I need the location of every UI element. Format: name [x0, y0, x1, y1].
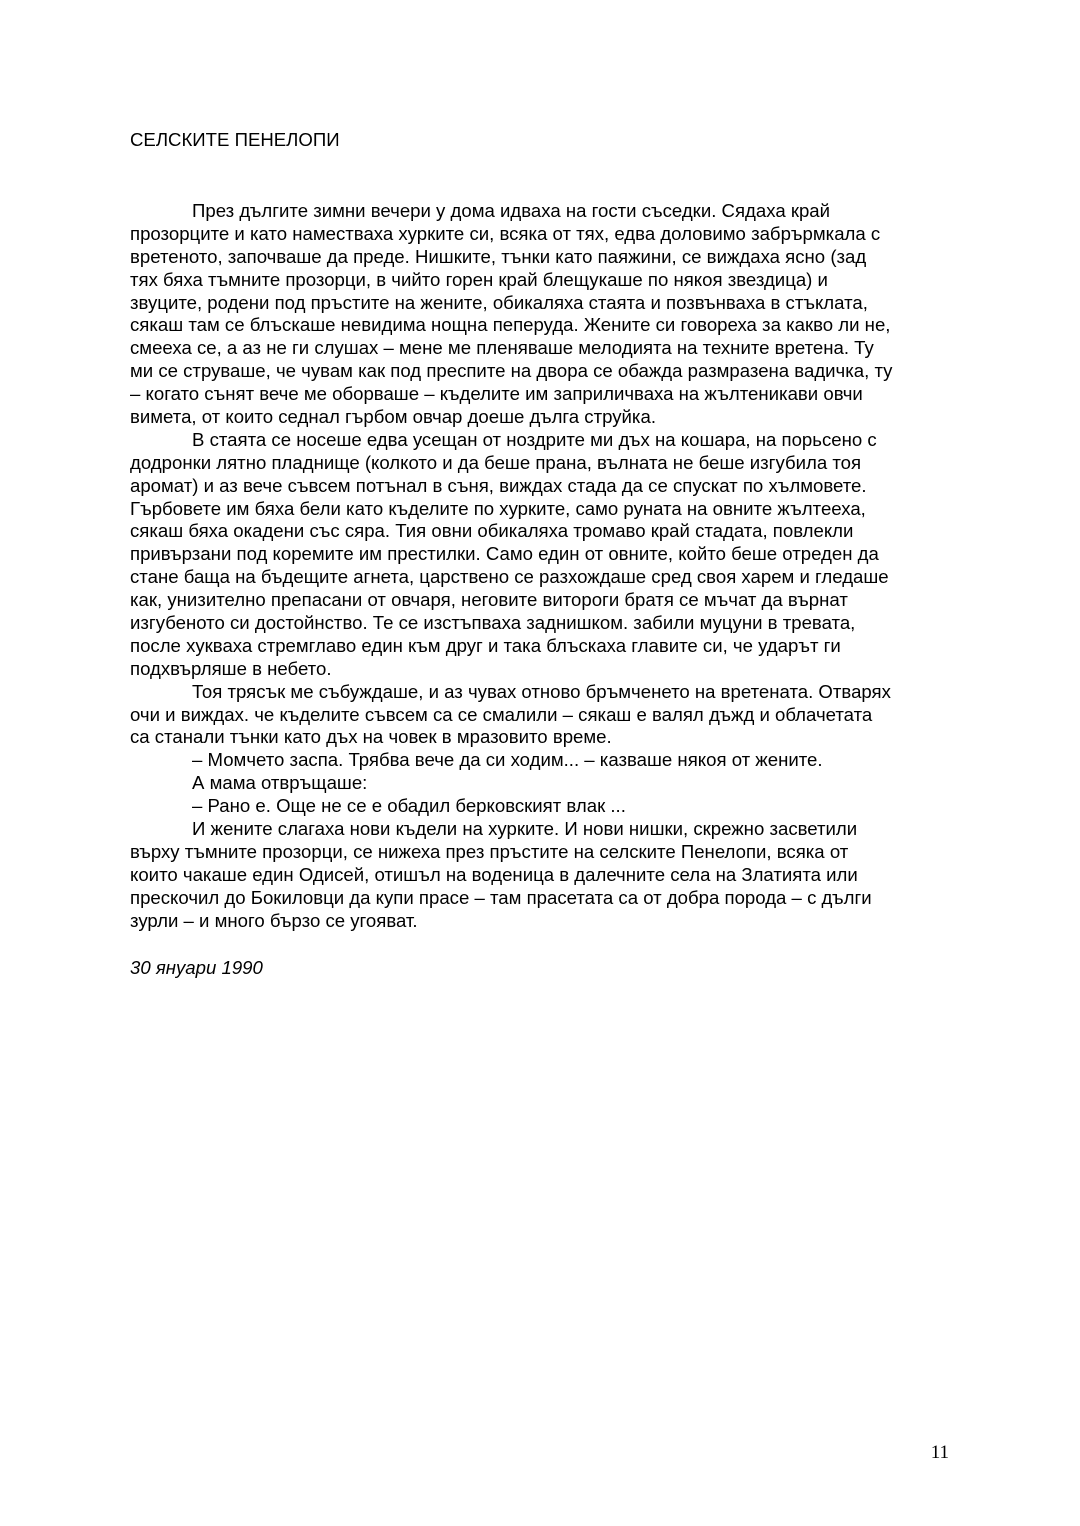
text-line: как, унизително препасани от овчаря, неговите витороги братя се мъчат да върнат: [130, 589, 848, 611]
text-line: са станали тънки като дъх на човек в мразовито време.: [130, 726, 612, 748]
text-line: прескочил до Бокиловци да купи прасе – там прасетата са от добра порода – с дълги: [130, 886, 872, 908]
text-line: звуците, родени под пръстите на жените, обикаляха стаята и позвънваха в стъклата,: [130, 291, 868, 313]
text-line: сякаш бяха окадени със сяра. Тия овни обикаляха тромаво край стадата, повлекли: [130, 520, 854, 542]
text-line: аромат) и аз вече съвсем потънал в съня, виждах стада да се спускат по хълмовете.: [130, 474, 867, 496]
text-line: стане баща на бъдещите агнета, царствено се разхождаше сред своя харем и гледаше: [130, 566, 889, 588]
text-line: А мама отвръщаше:: [192, 772, 368, 794]
text-line: – когато сънят вече ме оборваше – къделите им заприличваха на жълтеникави овчи: [130, 383, 863, 405]
text-line: В стаята се носеше едва усещан от ноздрите ми дъх на кошара, на порьсено с: [192, 428, 877, 450]
text-line: зурли – и много бързо се угояват.: [130, 909, 418, 931]
text-line: подхвърляше в небето.: [130, 657, 332, 679]
document-body: [130, 200, 960, 933]
text-line: – Момчето заспа. Трябва вече да си ходим... – казваше някоя от жените.: [192, 749, 823, 771]
page-number: 11: [930, 1442, 949, 1463]
document-date: 30 януари 1990: [130, 957, 263, 978]
text-line: после хукваха стремглаво един към друг и така блъскаха главите си, че ударът ги: [130, 634, 841, 656]
text-line: вретеното, започваше да преде. Нишките, тънки като паяжини, се виждаха ясно (зад: [130, 245, 867, 267]
text-line: смееха се, а аз не ги слушах – мене ме пленяваше мелодията на техните вретена. Ту: [130, 337, 874, 359]
text-line: вимета, от които седнал гърбом овчар доеше дълга струйка.: [130, 406, 656, 428]
text-line: върху тъмните прозорци, се нижеха през пръстите на селските Пенелопи, всяка от: [130, 840, 849, 862]
text-line: прозорците и като наместваха хурките си, всяка от тях, едва доловимо забрърмкала с: [130, 222, 881, 244]
text-line: Гърбовете им бяха бели като къделите по хурките, само руната на овните жълтееха,: [130, 497, 866, 519]
text-line: ми се струваше, че чувам как под преспите на двора се обажда размразена вадичка, ту: [130, 360, 893, 382]
text-line: тях бяха тъмните прозорци, в чийто горен край блещукаше по някоя звездица) и: [130, 268, 828, 290]
text-line: сякаш там се блъскаше невидима нощна пеперуда. Жените си говореха за какво ли не,: [130, 314, 891, 336]
text-line: Тоя трясък ме събуждаше, и аз чувах отново бръмченето на вретената. Отварях: [192, 680, 891, 702]
text-line: изгубеното си достойнство. Те се изстъпваха заднишком. забили муцуни в тревата,: [130, 612, 856, 634]
document-title: СЕЛСКИТЕ ПЕНЕЛОПИ: [130, 129, 340, 150]
text-line: очи и виждах. че къделите съвсем са се смалили – сякаш е валял дъжд и облачетата: [130, 703, 873, 725]
text-line: додронки лятно пладнище (колкото и да беше прана, вълната не беше изгубила тоя: [130, 451, 862, 473]
text-line: които чакаше един Одисей, отишъл на воденица в далечните села на Златията или: [130, 863, 858, 885]
text-line: привързани под коремите им престилки. Само един от овните, който беше отреден да: [130, 543, 879, 565]
text-line: – Рано е. Още не се е обадил берковският влак ...: [192, 795, 626, 817]
text-line: И жените слагаха нови къдели на хурките. И нови нишки, скрежно засветили: [192, 818, 858, 840]
text-line: През дългите зимни вечери у дома идваха на гости съседки. Сядаха край: [192, 200, 831, 221]
